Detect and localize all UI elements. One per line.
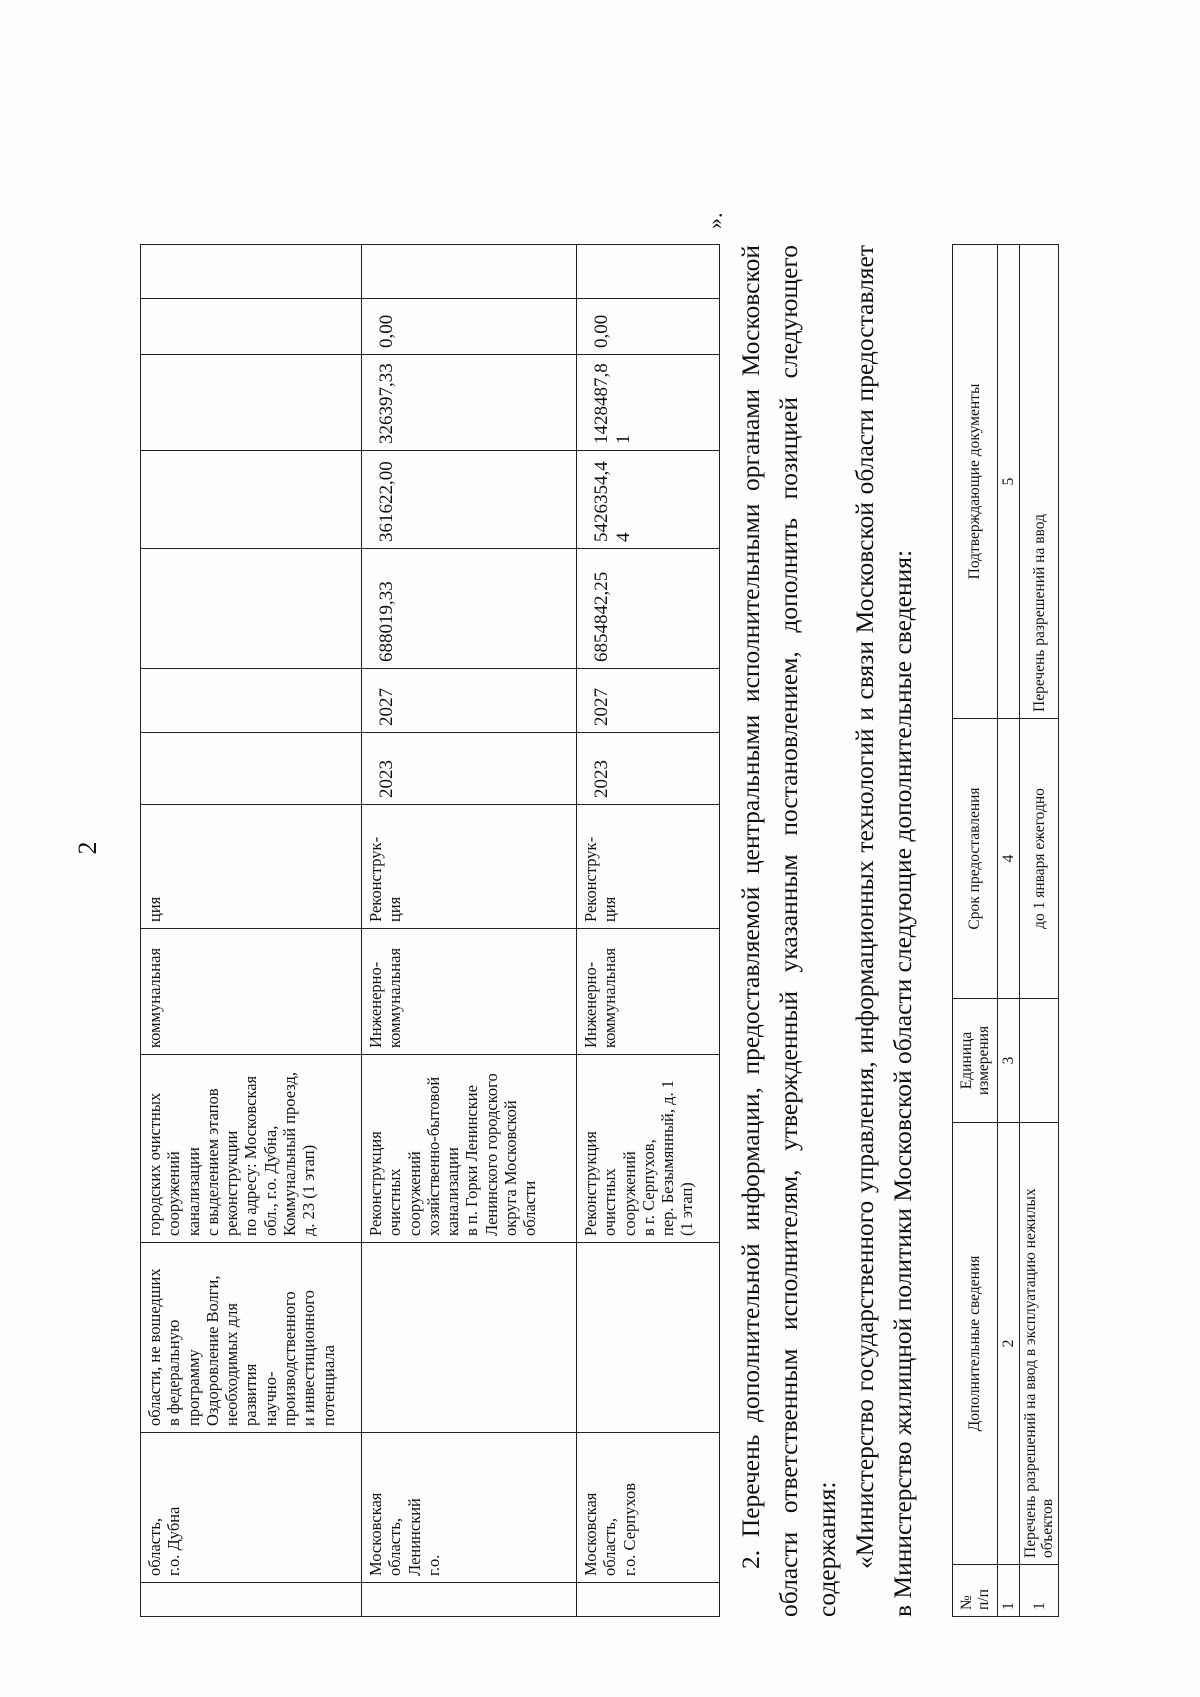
table-cell-empty [141,245,362,299]
table-row [141,245,362,1617]
table-cell-amount: 326397,33 [362,355,577,451]
index-cell: 1 [998,1565,1020,1617]
table-row [362,245,577,1617]
closing-quote: ». [702,212,727,229]
table-cell-empty [577,245,720,299]
table-cell-end [141,669,362,733]
table-cell-start: 2023 [577,733,720,805]
table-cell-region: Московская область, Ленинский г.о. [362,1433,577,1583]
table-cell-region: область, г.о. Дубна [141,1433,362,1583]
table-row [1020,245,1059,1617]
table-cell-type: Инженерно- коммунальная [362,929,577,1055]
header-number: № п/п [953,1565,998,1617]
table-cell-amount: 361622,00 [362,451,577,549]
table-cell-number [141,1583,362,1617]
table-cell-start [141,733,362,805]
table-cell-object: Реконструкция очистных сооружений хозяйственно-бытовой канализации в п. Горки Ленинские Ленинского городского округа Московской области [362,1055,577,1243]
table-cell-amount: 0,00 [362,299,577,355]
table-cell-description: области, не вошедших в федеральную программу Оздоровление Волги, необходимых для развития научно-производственного и инвестиционного потенциала [141,1243,362,1433]
table-cell-total [141,549,362,669]
table-cell-amount: 5426354,44 [577,451,720,549]
table-cell-amount [141,451,362,549]
table-cell-info: Перечень разрешений на ввод в эксплуатацию нежилых объектов [1020,1123,1059,1565]
index-cell: 2 [998,1123,1020,1565]
index-cell: 3 [998,999,1020,1123]
rotated-landscape-content [140,97,1140,1617]
table-cell-amount [141,299,362,355]
table-cell-region: Московская область, г.о. Серпухов [577,1433,720,1583]
table-cell-work: Реконструк- ция [577,805,720,929]
table-cell-type: коммунальная [141,929,362,1055]
table-cell-end: 2027 [577,669,720,733]
table-cell-amount [141,355,362,451]
table-cell-work: Реконструк- ция [362,805,577,929]
table-cell-number [577,1583,720,1617]
table-cell-documents: Перечень разрешений на ввод [1020,245,1059,719]
table-cell-description [362,1243,577,1433]
table-row [577,245,720,1617]
table-cell-amount: 1428487,81 [577,355,720,451]
table-cell-unit [1020,999,1059,1123]
table-cell-total: 6854842,25 [577,549,720,669]
objects-table [140,244,720,1617]
table-cell-empty [362,245,577,299]
header-info: Дополнительные сведения [953,1123,998,1565]
table-cell-object: городских очистных сооружений канализации с выделением этапов реконструкции по адресу: Московская обл., г.о. Дубна, Коммунальный проезд, д. 23 (1 этап) [141,1055,362,1243]
index-cell: 5 [998,245,1020,719]
paragraph-ministry: «Министерство государственного управления, информационных технологий и связи Московской области предоставляет в Министерство жилищной политики Московской области следующие дополнительные сведения: [850,245,917,1617]
additional-info-table [952,244,1059,1617]
table-cell-object: Реконструкция очистных сооружений в г. Серпухов, пер. Безымянный, д. 1 (1 этап) [577,1055,720,1243]
table-index-row [998,245,1020,1617]
table-cell-work: ция [141,805,362,929]
table-cell-deadline: до 1 января ежегодно [1020,719,1059,999]
table-cell-end: 2027 [362,669,577,733]
table-cell-description [577,1243,720,1433]
header-unit: Единица измерения [953,999,998,1123]
table-cell-number [362,1583,577,1617]
header-deadline: Срок предоставления [953,719,998,999]
table-cell-total: 688019,33 [362,549,577,669]
table-cell-start: 2023 [362,733,577,805]
table-header-row [953,245,998,1617]
page-number: 2 [73,841,102,855]
table-cell-type: Инженерно- коммунальная [577,929,720,1055]
index-cell: 4 [998,719,1020,999]
header-documents: Подтверждающие документы [953,245,998,719]
table-cell-number: 1 [1020,1565,1059,1617]
paragraph-amendment: 2. Перечень дополнительной информации, предоставляемой центральными исполнительными органами Московской области ответственным исполнителям, утвержденный указанным постановлением, дополнить позицией следующего содержания: [736,245,841,1617]
table-cell-amount: 0,00 [577,299,720,355]
